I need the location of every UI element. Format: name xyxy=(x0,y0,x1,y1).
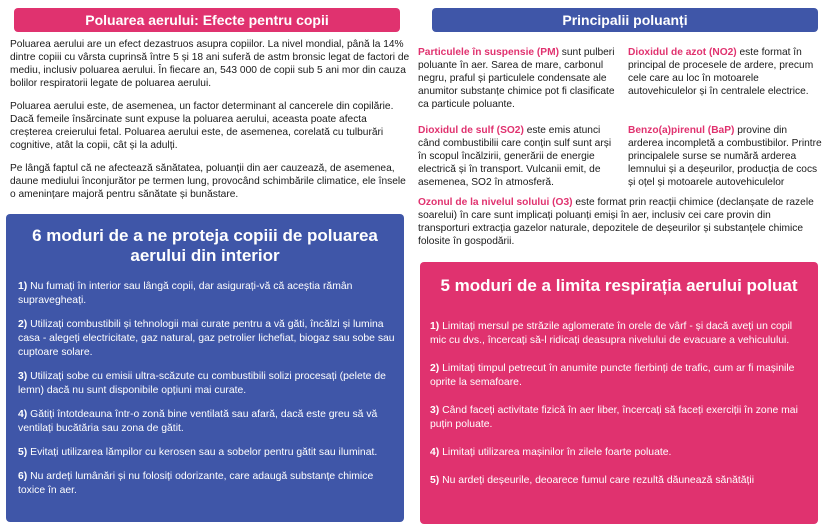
item-number: 2) xyxy=(18,319,28,330)
list-item xyxy=(430,446,810,460)
item-number: 3) xyxy=(18,371,28,382)
list-item xyxy=(18,408,396,436)
intro-paragraph-2: Poluarea aerului este, de asemenea, un factor determinant al cancerele din copilărie. Dacă femeile însărcinate sunt expuse la poluarea aerului, aceasta poate afecta creșterea creierului fetal. Poluarea aerului este, de asemenea, corelată cu tulburări cognitive, atât la copii, cât și la adulți. xyxy=(10,101,394,151)
pollutant-no2 xyxy=(628,46,822,98)
indoor-protection-box xyxy=(6,214,404,522)
pollutant-name: Ozonul de la nivelul solului (O3) xyxy=(418,197,573,208)
item-text: Gătiți întotdeauna într-o zonă bine ventilată sau afară, dacă este greu să vă ventilați bucătăria sau zona de gătit. xyxy=(18,409,378,434)
item-text: Nu ardeți deșeurile, deoarece fumul care rezultă dăunează sănătății xyxy=(442,475,755,486)
item-number: 1) xyxy=(18,281,28,292)
item-text: Când faceți activitate fizică în aer liber, încercați să faceți exerciții în zone mai puțin poluate. xyxy=(430,405,798,430)
indoor-protection-title: 6 moduri de a ne proteja copiii de poluarea aerului din interior xyxy=(32,226,378,265)
item-text: Utilizați combustibili și tehnologii mai curate pentru a vă găti, încălzi și lumina casa - alegeți electricitate, gaz natural, gaz petrolier lichefiat, biogaz sau sobe sau cuptoare solare. xyxy=(18,319,395,358)
list-item xyxy=(430,474,810,488)
pollutant-description: sunt pulberi poluante în aer. Sarea de mare, carbonul negru, praful și particulele condensate ale anumitor substanțe chimice pot fi clasificate ca particule poluante. xyxy=(418,47,615,110)
item-text: Nu fumați în interior sau lângă copii, dar asigurați-vă că aceștia rămân supravegheați. xyxy=(18,281,353,306)
list-item xyxy=(18,470,396,498)
item-text: Limitați utilizarea mașinilor în zilele foarte poluate. xyxy=(442,447,672,458)
intro-text xyxy=(10,38,410,211)
item-number: 1) xyxy=(430,321,440,332)
item-number: 3) xyxy=(430,405,440,416)
list-item xyxy=(18,318,396,360)
list-item xyxy=(430,320,810,348)
item-number: 5) xyxy=(18,447,28,458)
list-item xyxy=(430,404,810,432)
pollutant-name: Particulele în suspensie (PM) xyxy=(418,47,559,58)
item-number: 4) xyxy=(430,447,440,458)
item-text: Evitați utilizarea lămpilor cu kerosen sau a sobelor pentru gătit sau iluminat. xyxy=(30,447,378,458)
item-text: Limitați mersul pe străzile aglomerate în orele de vârf - și dacă aveți un copil mic cu dvs., încercați să-l ridicați deasupra nivelului de evacuare a vehiculului. xyxy=(430,321,793,346)
item-number: 4) xyxy=(18,409,28,420)
item-text: Limitați timpul petrecut în anumite puncte fierbinți de trafic, cum ar fi mașinile oprite la semafoare. xyxy=(430,363,795,388)
right-section-title: Principalii poluanți xyxy=(432,8,818,32)
pollutant-description: este format prin reacții chimice (declanșate de razele soarelui) în care sunt implicați poluanți emiși în aer, inclusiv cei care provin din transporturi extracția gazelor naturale, depozitele de deșeurilor și substanțele chimice folosite în gospodării. xyxy=(418,197,814,247)
left-section-title: Poluarea aerului: Efecte pentru copii xyxy=(14,8,400,32)
item-number: 6) xyxy=(18,471,28,482)
pollutant-description: este emis atunci când combustibilii care conțin sulf sunt arși în scopul încălzirii, generării de energie electrică și în transport. Vulcanii emit, de asemenea, SO2 în atmosferă. xyxy=(418,125,612,188)
list-item xyxy=(18,446,396,460)
item-number: 2) xyxy=(430,363,440,374)
item-text: Nu ardeți lumânări și nu folosiți odorizante, care adaugă substanțe chimice toxice în aer. xyxy=(18,471,374,496)
limit-exposure-box xyxy=(420,262,818,524)
pollutant-name: Benzo(a)pirenul (BaP) xyxy=(628,125,735,136)
limit-exposure-title: 5 moduri de a limita respirația aerului poluat xyxy=(440,276,798,295)
item-number: 5) xyxy=(430,475,440,486)
pollutant-name: Dioxidul de sulf (SO2) xyxy=(418,125,524,136)
list-item xyxy=(18,370,396,398)
pollutant-name: Dioxidul de azot (NO2) xyxy=(628,47,737,58)
pollutant-description: provine din arderea incompletă a combustibilor. Printre principalele surse se numără arderea lemnului și a deșeurilor, producția de cocs și oțel și motoarele autovehiculelor xyxy=(628,125,822,188)
pollutant-description: este format în principal de procesele de ardere, precum cele care au loc în motoarele autovehiculelor și în centralele electrice. xyxy=(628,47,814,97)
pollutant-bap xyxy=(628,124,822,189)
intro-paragraph-1: Poluarea aerului are un efect dezastruos asupra copiilor. La nivel mondial, până la 14% dintre copiii cu vârsta cuprinsă între 5 și 18 ani suferă de astm bronsic legat de factori de mediu, inclusiv poluarea aerului. În fiecare an, 543 000 de copii sub 5 ani mor din cauza bolilor respiratorii legate de poluarea aerului. xyxy=(10,39,410,89)
pollutant-pm xyxy=(418,46,616,111)
pollutant-o3 xyxy=(418,196,822,248)
list-item xyxy=(18,280,396,308)
item-text: Utilizați sobe cu emisii ultra-scăzute cu combustibili solizi procesați (pelete de lemn) dacă nu sunt disponibile opțiuni mai curate. xyxy=(18,371,386,396)
list-item xyxy=(430,362,810,390)
pollutant-so2 xyxy=(418,124,616,189)
intro-paragraph-3: Pe lângă faptul că ne afectează sănătatea, poluanții din aer cauzează, de asemenea, daune mediului înconjurător pe termen lung, provocând schimbările climatice, ele însele o amenințare majoră pentru sănătate și bunăstare. xyxy=(10,163,406,200)
